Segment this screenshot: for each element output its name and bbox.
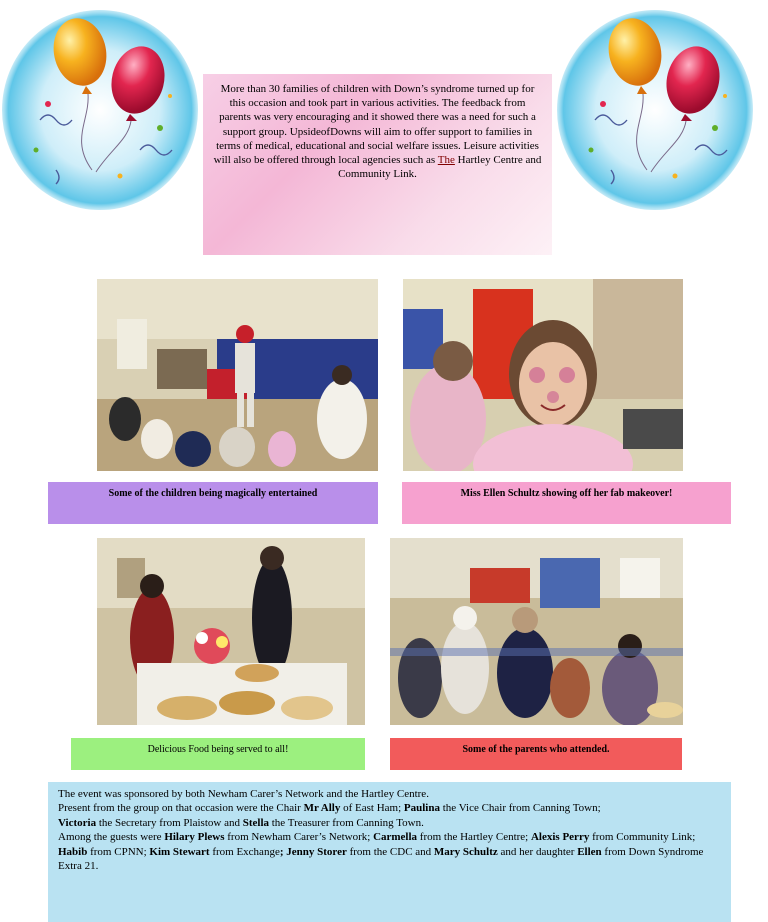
text-fragment: from the Hartley Centre; (417, 831, 531, 844)
name-guest: ; Jenny Storer (279, 845, 347, 858)
text-fragment: the Treasurer from Canning Town. (269, 816, 424, 829)
text-fragment: and her daughter (497, 845, 578, 858)
name-guest: Ellen (577, 845, 602, 858)
balloons-right-image (555, 0, 755, 215)
text-fragment: from CPNN; (87, 845, 150, 858)
intro-text-end: Hartley Centre and Community Link. (338, 154, 542, 181)
name-treasurer: Stella (242, 816, 269, 829)
text-fragment: from Community Link; (589, 831, 696, 844)
photo-magician-children (97, 279, 378, 471)
name-guest: Habib (58, 845, 88, 858)
text-fragment: from Down Syndrome Extra 21. (58, 845, 704, 873)
text-fragment: Present from the group on that occasion were the Chair (58, 802, 304, 815)
name-guest: Mary Schultz (433, 845, 498, 858)
caption-parents: Some of the parents who attended. (390, 738, 682, 770)
name-guest: Hilary Plews (164, 831, 225, 844)
sponsor-line (58, 787, 721, 801)
name-guest: Carmella (373, 831, 418, 844)
text-fragment: from Exchange (209, 845, 280, 858)
intro-the-word: The (437, 154, 455, 167)
text-fragment: from Newham Carer’s Network; (224, 831, 374, 844)
name-guest: Kim Stewart (149, 845, 210, 858)
caption-magic: Some of the children being magically entertained (48, 482, 378, 524)
caption-makeover: Miss Ellen Schultz showing off her fab makeover! (402, 482, 731, 524)
name-chair: Mr Ally (303, 802, 341, 815)
balloons-left-image (0, 0, 200, 215)
guests-line (58, 830, 721, 873)
text-fragment: the Vice Chair from Canning Town; (439, 802, 601, 815)
text-fragment: Among the guests were (58, 831, 165, 844)
name-guest: Alexis Perry (530, 831, 590, 844)
text-fragment: the Secretary from Plaistow and (96, 816, 243, 829)
text-fragment: from the CDC and (346, 845, 434, 858)
text-fragment: of East Ham; (340, 802, 404, 815)
intro-text-box (203, 74, 552, 255)
name-secretary: Victoria (58, 816, 97, 829)
committee-line-2 (58, 816, 721, 830)
photo-ellen-makeover (403, 279, 683, 471)
photo-food-served (97, 538, 365, 725)
committee-line (58, 801, 721, 815)
sponsor-info-box (48, 782, 731, 922)
sponsor-text: The event was sponsored by both Newham Carer’s Network and the Hartley Centre. (58, 788, 429, 800)
caption-food: Delicious Food being served to all! (71, 738, 365, 770)
photo-parents-attended (390, 538, 683, 725)
intro-text: More than 30 families of children with Down’s syndrome turned up for this occasion and took part in various activities. The feedback from parents was very encouraging and it showed there was a need for such a support group. UpsideofDowns will aim to offer support to families in terms of medical, educational and social welfare issues. Leisure activities will also be offered through local agencies such as (213, 83, 539, 167)
name-vice-chair: Paulina (403, 802, 440, 815)
